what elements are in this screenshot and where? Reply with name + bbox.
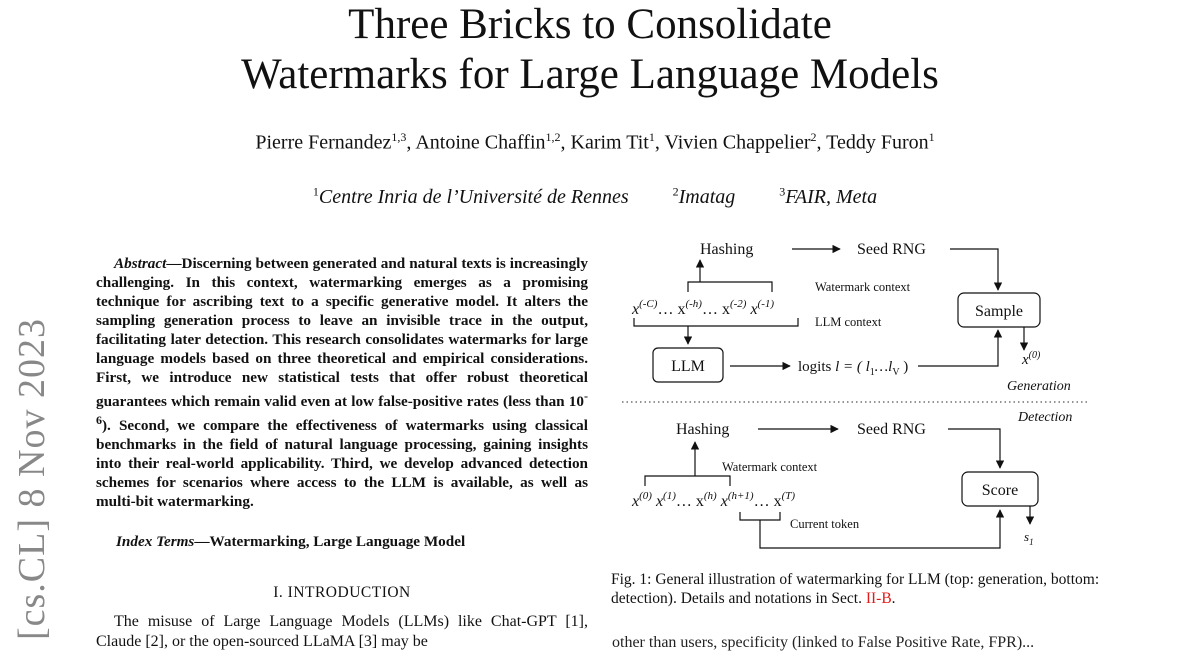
sample-label: Sample xyxy=(975,303,1023,320)
bottom-token-sequence: $x^{(0)}$ $x^{(1)}\dots$ $x^{(h)}$ $x^{(h+1)}\dots$ $x^{(T)}$ xyxy=(632,490,796,510)
author-affiliation-marker: 1 xyxy=(648,130,655,144)
figure-caption xyxy=(611,570,1111,608)
top-hashing-label: Hashing xyxy=(700,241,754,258)
section-heading: I. INTRODUCTION xyxy=(273,584,411,601)
top-seed-to-sample-arrow xyxy=(950,249,998,290)
affiliation-name: Centre Inria de l’Université de Rennes xyxy=(318,185,629,208)
logits-to-sample-arrow xyxy=(918,330,998,366)
author-affiliation-marker: 1,2 xyxy=(545,130,561,144)
score-label: Score xyxy=(981,482,1019,499)
bottom-hashing-label: Hashing xyxy=(676,421,730,438)
abstract-text: —Discerning between generated and natural texts is increasingly challenging. In this context, watermarking emerges as a promising technique for ascribing text to a specific generative model. It alters the sampling generation process to leave an invisible trace in the output, facilitating later detection. This research consolidates watermarks for large language models based on three theoretical and empirical considerations. First, we introduce new statistical tests that offer robust theoretical guarantees which remain valid even at low false-positive rates (less than 10 xyxy=(96,255,588,411)
abstract xyxy=(96,254,588,511)
current-token-bracket xyxy=(740,512,780,520)
current-token-label: Current token xyxy=(790,517,860,531)
index-terms xyxy=(116,533,465,551)
author-name: Teddy Furon xyxy=(826,131,929,154)
bottom-watermark-context-label: Watermark context xyxy=(722,460,818,474)
bottom-seed-to-score-arrow xyxy=(948,429,1000,468)
arxiv-stamp: [cs.CL] 8 Nov 2023 xyxy=(11,318,53,640)
caption-text: Fig. 1: General illustration of watermarking for LLM (top: generation, bottom: detection). Details and notations in Sect. xyxy=(611,571,1100,607)
intro-paragraph: The misuse of Large Language Models (LLMs) like Chat-GPT [1], Claude [2], or the open-sourced LLaMA [3] may be xyxy=(96,613,588,650)
affiliation-name: Imatag xyxy=(678,185,736,208)
bottom-watermark-bracket xyxy=(645,476,730,486)
top-token-sequence: $x^{(-C)}\dots$ $x^{(-h)}\dots$ $x^{(-2)}$ $x^{(-1)}$ xyxy=(632,298,775,318)
abstract-label: Abstract xyxy=(114,255,167,272)
abstract-exponent: -6 xyxy=(96,389,588,428)
author-name: Pierre Fernandez xyxy=(255,131,392,154)
affiliation-marker: 3 xyxy=(779,184,786,198)
affiliation xyxy=(779,186,877,208)
bottom-output-score: $s_1$ xyxy=(1024,529,1034,547)
right-column-text: other than users, specificity (linked to False Positive Rate, FPR)... xyxy=(612,634,1035,651)
author-list: Pierre Fernandez$^{1,3}$, Antoine Chaffin$^{1,2}$, Karim Tit$^1$, Vivien Chappelier$^2$, Teddy Furon$^1$ xyxy=(255,130,935,154)
author-affiliation-marker: 1,3 xyxy=(391,130,407,144)
index-terms-text: —Watermarking, Large Language Model xyxy=(194,533,466,550)
affiliation xyxy=(313,186,629,208)
author-name: Antoine Chaffin xyxy=(415,131,546,154)
caption-end: . xyxy=(891,590,896,607)
index-terms-label: Index Terms xyxy=(116,533,195,550)
top-watermark-bracket xyxy=(688,282,772,292)
author-affiliation-marker: 2 xyxy=(810,130,817,144)
affiliation-list xyxy=(0,184,1190,209)
author-name: Karim Tit xyxy=(570,131,649,154)
top-watermark-context-label: Watermark context xyxy=(815,280,911,294)
affiliation-marker: 1 xyxy=(312,184,319,198)
paper-title-line-2: Watermarks for Large Language Models xyxy=(241,51,939,98)
author-affiliation-marker: 1 xyxy=(928,130,935,144)
top-seed-rng-label: Seed RNG xyxy=(857,241,926,258)
top-llm-context-label: LLM context xyxy=(815,315,882,329)
bottom-seed-rng-label: Seed RNG xyxy=(857,421,926,438)
abstract-text-after: ). Second, we compare the effectiveness of watermarks using classical benchmarks in the field of natural language processing, gaining insights into their real-world applicability. Third, we develop advanced detection schemes for scenarios where access to the LLM is available, as well as multi-bit watermarking. xyxy=(96,417,588,511)
paper-title-line-1: Three Bricks to Consolidate xyxy=(348,1,832,48)
top-llm-context-bracket xyxy=(634,318,798,326)
top-output-token: $x^{(0)}$ xyxy=(1022,350,1041,368)
detection-label: Detection xyxy=(1018,410,1073,425)
affiliation-name: FAIR, Meta xyxy=(785,185,878,208)
affiliation-marker: 2 xyxy=(672,184,679,198)
logits-label: logits l = ( $l_1\dots l_V$ ) xyxy=(798,359,909,378)
figure-diagram xyxy=(600,230,1100,560)
generation-label: Generation xyxy=(1007,379,1071,394)
caption-section-link[interactable]: II-B xyxy=(865,590,892,607)
affiliation xyxy=(673,186,736,208)
llm-label: LLM xyxy=(671,358,705,375)
author-name: Vivien Chappelier xyxy=(664,131,811,154)
